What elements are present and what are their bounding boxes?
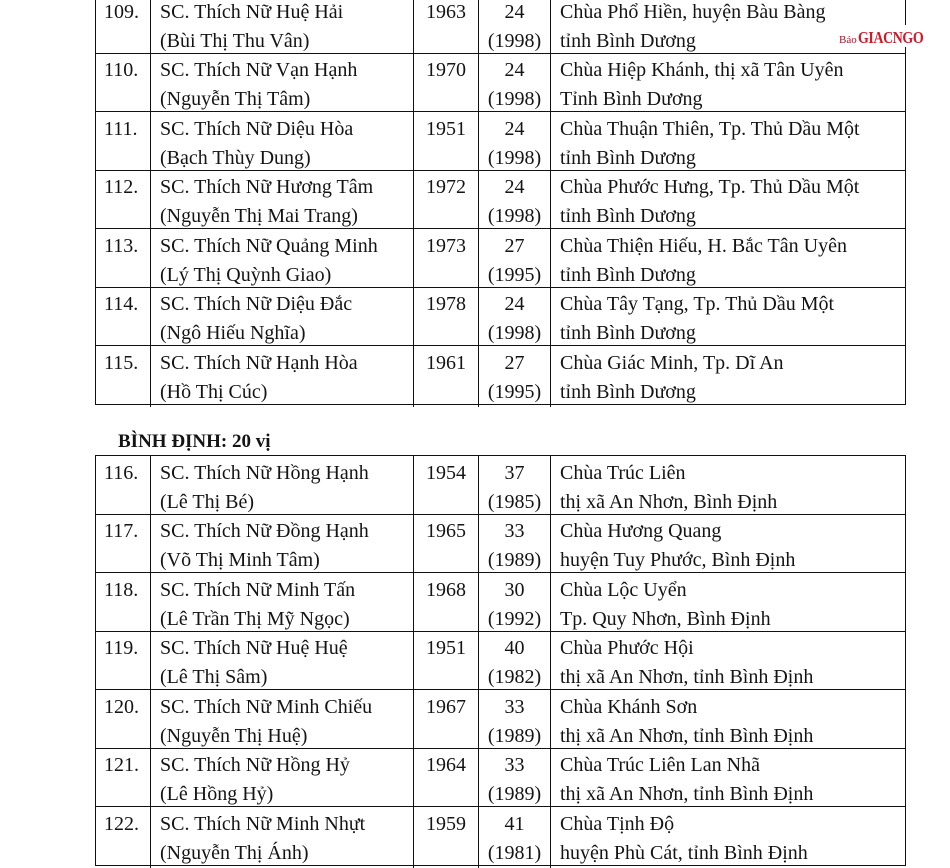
lay-name: (Lý Thị Quỳnh Giao) — [160, 263, 332, 286]
temple-name: Chùa Lộc Uyển — [560, 578, 687, 601]
cell-year — [413, 807, 478, 868]
cell-vows — [478, 346, 550, 407]
temple-location: thị xã An Nhơn, Bình Định — [560, 490, 778, 513]
lay-name: (Võ Thị Minh Tâm) — [160, 549, 320, 571]
cell-name — [150, 112, 413, 173]
religious-name: SC. Thích Nữ Minh Tấn — [160, 578, 356, 601]
religious-name: SC. Thích Nữ Huệ Hải — [160, 0, 344, 23]
vows-count: 40 — [504, 637, 525, 659]
vows-count: 33 — [504, 754, 525, 776]
cell-vows — [478, 690, 550, 751]
cell-number — [96, 54, 150, 115]
lay-name: (Bùi Thị Thu Vân) — [160, 29, 310, 52]
row-number: 112. — [104, 176, 139, 198]
table-row — [96, 807, 905, 866]
vows-year: (1985) — [487, 490, 542, 513]
vows-count: 30 — [504, 578, 525, 601]
lay-name: (Lê Thị Sâm) — [160, 666, 268, 688]
religious-name: SC. Thích Nữ Huệ Huệ — [160, 637, 348, 659]
temple-location: tỉnh Bình Dương — [560, 322, 696, 344]
cell-name — [150, 229, 413, 290]
row-number: 110. — [104, 59, 139, 81]
cell-name — [150, 456, 413, 517]
table-row — [96, 690, 905, 749]
cell-vows — [478, 749, 550, 810]
cell-name — [150, 632, 413, 693]
row-number: 117. — [104, 520, 139, 542]
section-heading-binh-dinh: BÌNH ĐỊNH: 20 vị — [118, 431, 271, 452]
vows-count: 24 — [504, 59, 525, 81]
row-number: 116. — [104, 461, 139, 484]
table-row — [96, 288, 905, 347]
cell-address — [550, 690, 905, 751]
vows-year: (1998) — [487, 146, 542, 169]
cell-address — [550, 346, 905, 407]
cell-vows — [478, 573, 550, 634]
religious-name: SC. Thích Nữ Minh Nhựt — [160, 812, 366, 835]
cell-address — [550, 456, 905, 517]
row-number: 111. — [104, 117, 138, 140]
cell-year — [413, 54, 478, 115]
cell-year — [413, 632, 478, 693]
lay-name: (Lê Thị Bé) — [160, 490, 255, 513]
vows-year: (1992) — [487, 607, 542, 630]
temple-name: Chùa Thiện Hiếu, H. Bắc Tân Uyên — [560, 234, 847, 257]
birth-year: 1972 — [426, 176, 466, 198]
vows-count: 33 — [504, 695, 525, 718]
temple-name: Chùa Phước Hưng, Tp. Thủ Dầu Một — [560, 176, 860, 198]
table-row — [96, 515, 905, 574]
cell-name — [150, 573, 413, 634]
cell-address — [550, 112, 905, 173]
cell-year — [413, 112, 478, 173]
row-number: 122. — [104, 812, 139, 835]
table-row — [96, 632, 905, 691]
temple-name: Chùa Khánh Sơn — [560, 695, 698, 718]
cell-number — [96, 171, 150, 232]
temple-location: huyện Tuy Phước, Bình Định — [560, 549, 796, 571]
cell-year — [413, 690, 478, 751]
cell-vows — [478, 0, 550, 56]
row-number: 113. — [104, 234, 139, 257]
table-row — [96, 229, 905, 288]
temple-name: Chùa Hương Quang — [560, 520, 722, 542]
cell-vows — [478, 54, 550, 115]
temple-location: tỉnh Bình Dương — [560, 263, 696, 286]
cell-address — [550, 632, 905, 693]
vows-year: (1989) — [487, 724, 542, 747]
vows-count: 24 — [504, 176, 525, 198]
religious-name: SC. Thích Nữ Diệu Hòa — [160, 117, 354, 140]
cell-vows — [478, 171, 550, 232]
cell-number — [96, 288, 150, 349]
cell-vows — [478, 288, 550, 349]
cell-name — [150, 749, 413, 810]
cell-name — [150, 0, 413, 56]
row-number: 120. — [104, 695, 139, 718]
temple-location: tỉnh Bình Dương — [560, 146, 696, 169]
cell-name — [150, 346, 413, 407]
row-number: 115. — [104, 351, 139, 374]
vows-count: 24 — [504, 117, 525, 140]
vows-year: (1982) — [487, 666, 542, 688]
temple-name: Chùa Trúc Liên Lan Nhã — [560, 754, 760, 776]
birth-year: 1968 — [426, 578, 466, 601]
row-number: 118. — [104, 578, 139, 601]
cell-number — [96, 229, 150, 290]
lay-name: (Ngô Hiếu Nghĩa) — [160, 322, 306, 344]
religious-name: SC. Thích Nữ Vạn Hạnh — [160, 59, 358, 81]
temple-name: Chùa Giác Minh, Tp. Dĩ An — [560, 351, 784, 374]
cell-number — [96, 515, 150, 576]
temple-location: huyện Phù Cát, tỉnh Bình Định — [560, 841, 808, 864]
row-number: 121. — [104, 754, 139, 776]
vows-count: 37 — [504, 461, 525, 484]
temple-name: Chùa Phổ Hiền, huyện Bàu Bàng — [560, 0, 826, 23]
vows-year: (1995) — [487, 380, 542, 403]
temple-location: tỉnh Bình Dương — [560, 380, 696, 403]
giac-ngo-logo — [836, 25, 940, 47]
religious-name: SC. Thích Nữ Quảng Minh — [160, 234, 378, 257]
vows-year: (1981) — [487, 841, 542, 864]
temple-name: Chùa Phước Hội — [560, 637, 694, 659]
table-row — [96, 456, 905, 515]
vows-year: (1998) — [487, 29, 542, 52]
table-row — [96, 346, 905, 405]
birth-year: 1978 — [426, 293, 466, 315]
cell-year — [413, 749, 478, 810]
cell-name — [150, 515, 413, 576]
cell-year — [413, 171, 478, 232]
cell-name — [150, 288, 413, 349]
row-number: 109. — [104, 0, 139, 23]
cell-vows — [478, 456, 550, 517]
cell-number — [96, 573, 150, 634]
lay-name: (Lê Trần Thị Mỹ Ngọc) — [160, 607, 350, 630]
cell-name — [150, 171, 413, 232]
cell-vows — [478, 632, 550, 693]
birth-year: 1970 — [426, 59, 466, 81]
cell-number — [96, 632, 150, 693]
table-row — [96, 749, 905, 808]
birth-year: 1954 — [426, 461, 466, 484]
birth-year: 1951 — [426, 117, 466, 140]
cell-address — [550, 54, 905, 115]
binh-dinh-table — [95, 455, 906, 866]
cell-vows — [478, 229, 550, 290]
cell-vows — [478, 515, 550, 576]
temple-location: thị xã An Nhơn, tỉnh Bình Định — [560, 666, 814, 688]
cell-address — [550, 515, 905, 576]
birth-year: 1963 — [426, 0, 466, 23]
temple-name: Chùa Tịnh Độ — [560, 812, 675, 835]
cell-vows — [478, 807, 550, 868]
lay-name: (Lê Hồng Hỷ) — [160, 783, 274, 805]
lay-name: (Nguyễn Thị Mai Trang) — [160, 205, 358, 227]
vows-year: (1989) — [487, 783, 542, 805]
vows-count: 41 — [504, 812, 525, 835]
birth-year: 1951 — [426, 637, 466, 659]
cell-year — [413, 573, 478, 634]
vows-year: (1998) — [487, 205, 542, 227]
temple-location: Tp. Quy Nhơn, Bình Định — [560, 607, 771, 630]
cell-vows — [478, 112, 550, 173]
cell-number — [96, 0, 150, 56]
cell-name — [150, 54, 413, 115]
cell-address — [550, 288, 905, 349]
lay-name: (Hồ Thị Cúc) — [160, 380, 268, 403]
vows-year: (1998) — [487, 88, 542, 110]
cell-year — [413, 456, 478, 517]
cell-number — [96, 690, 150, 751]
logo-name: GIACNGO — [857, 28, 924, 47]
logo-prefix: Báo — [839, 34, 857, 46]
vows-year: (1995) — [487, 263, 542, 286]
vows-year: (1989) — [487, 549, 542, 571]
birth-year: 1965 — [426, 520, 466, 542]
temple-name: Chùa Tây Tạng, Tp. Thủ Dầu Một — [560, 293, 835, 315]
vows-count: 27 — [504, 234, 525, 257]
cell-number — [96, 346, 150, 407]
temple-location: thị xã An Nhơn, tỉnh Bình Định — [560, 783, 814, 805]
cell-address — [550, 749, 905, 810]
vows-count: 27 — [504, 351, 525, 374]
vows-count: 24 — [504, 293, 525, 315]
cell-number — [96, 456, 150, 517]
temple-location: tỉnh Bình Dương — [560, 29, 696, 52]
cell-year — [413, 346, 478, 407]
temple-location: tỉnh Bình Dương — [560, 205, 696, 227]
birth-year: 1961 — [426, 351, 466, 374]
table-row — [96, 171, 905, 230]
religious-name: SC. Thích Nữ Hạnh Hòa — [160, 351, 358, 374]
birth-year: 1967 — [426, 695, 466, 718]
religious-name: SC. Thích Nữ Diệu Đắc — [160, 293, 353, 315]
cell-number — [96, 112, 150, 173]
cell-address — [550, 171, 905, 232]
temple-location: Tỉnh Bình Dương — [560, 88, 703, 110]
table-row — [96, 0, 905, 54]
cell-number — [96, 749, 150, 810]
religious-name: SC. Thích Nữ Hồng Hạnh — [160, 461, 369, 484]
birth-year: 1959 — [426, 812, 466, 835]
cell-year — [413, 229, 478, 290]
vows-year: (1998) — [487, 322, 542, 344]
birth-year: 1973 — [426, 234, 466, 257]
cell-name — [150, 807, 413, 868]
religious-name: SC. Thích Nữ Hồng Hỷ — [160, 754, 350, 776]
lay-name: (Nguyễn Thị Huệ) — [160, 724, 308, 747]
religious-name: SC. Thích Nữ Đồng Hạnh — [160, 520, 369, 542]
lay-name: (Nguyễn Thị Ánh) — [160, 841, 309, 864]
lay-name: (Bạch Thùy Dung) — [160, 146, 311, 169]
cell-address — [550, 229, 905, 290]
binh-duong-table — [95, 0, 906, 405]
lay-name: (Nguyễn Thị Tâm) — [160, 88, 311, 110]
cell-year — [413, 515, 478, 576]
cell-address — [550, 573, 905, 634]
temple-name: Chùa Hiệp Khánh, thị xã Tân Uyên — [560, 59, 844, 81]
cell-name — [150, 690, 413, 751]
row-number: 119. — [104, 637, 139, 659]
table-row — [96, 112, 905, 171]
temple-name: Chùa Thuận Thiên, Tp. Thủ Dầu Một — [560, 117, 860, 140]
vows-count: 33 — [504, 520, 525, 542]
table-row — [96, 54, 905, 113]
religious-name: SC. Thích Nữ Hương Tâm — [160, 176, 374, 198]
table-row — [96, 573, 905, 632]
row-number: 114. — [104, 293, 139, 315]
temple-name: Chùa Trúc Liên — [560, 461, 686, 484]
cell-year — [413, 288, 478, 349]
vows-count: 24 — [504, 0, 525, 23]
temple-location: thị xã An Nhơn, tỉnh Bình Định — [560, 724, 814, 747]
religious-name: SC. Thích Nữ Minh Chiếu — [160, 695, 373, 718]
cell-year — [413, 0, 478, 56]
cell-number — [96, 807, 150, 868]
birth-year: 1964 — [426, 754, 466, 776]
cell-address — [550, 807, 905, 868]
